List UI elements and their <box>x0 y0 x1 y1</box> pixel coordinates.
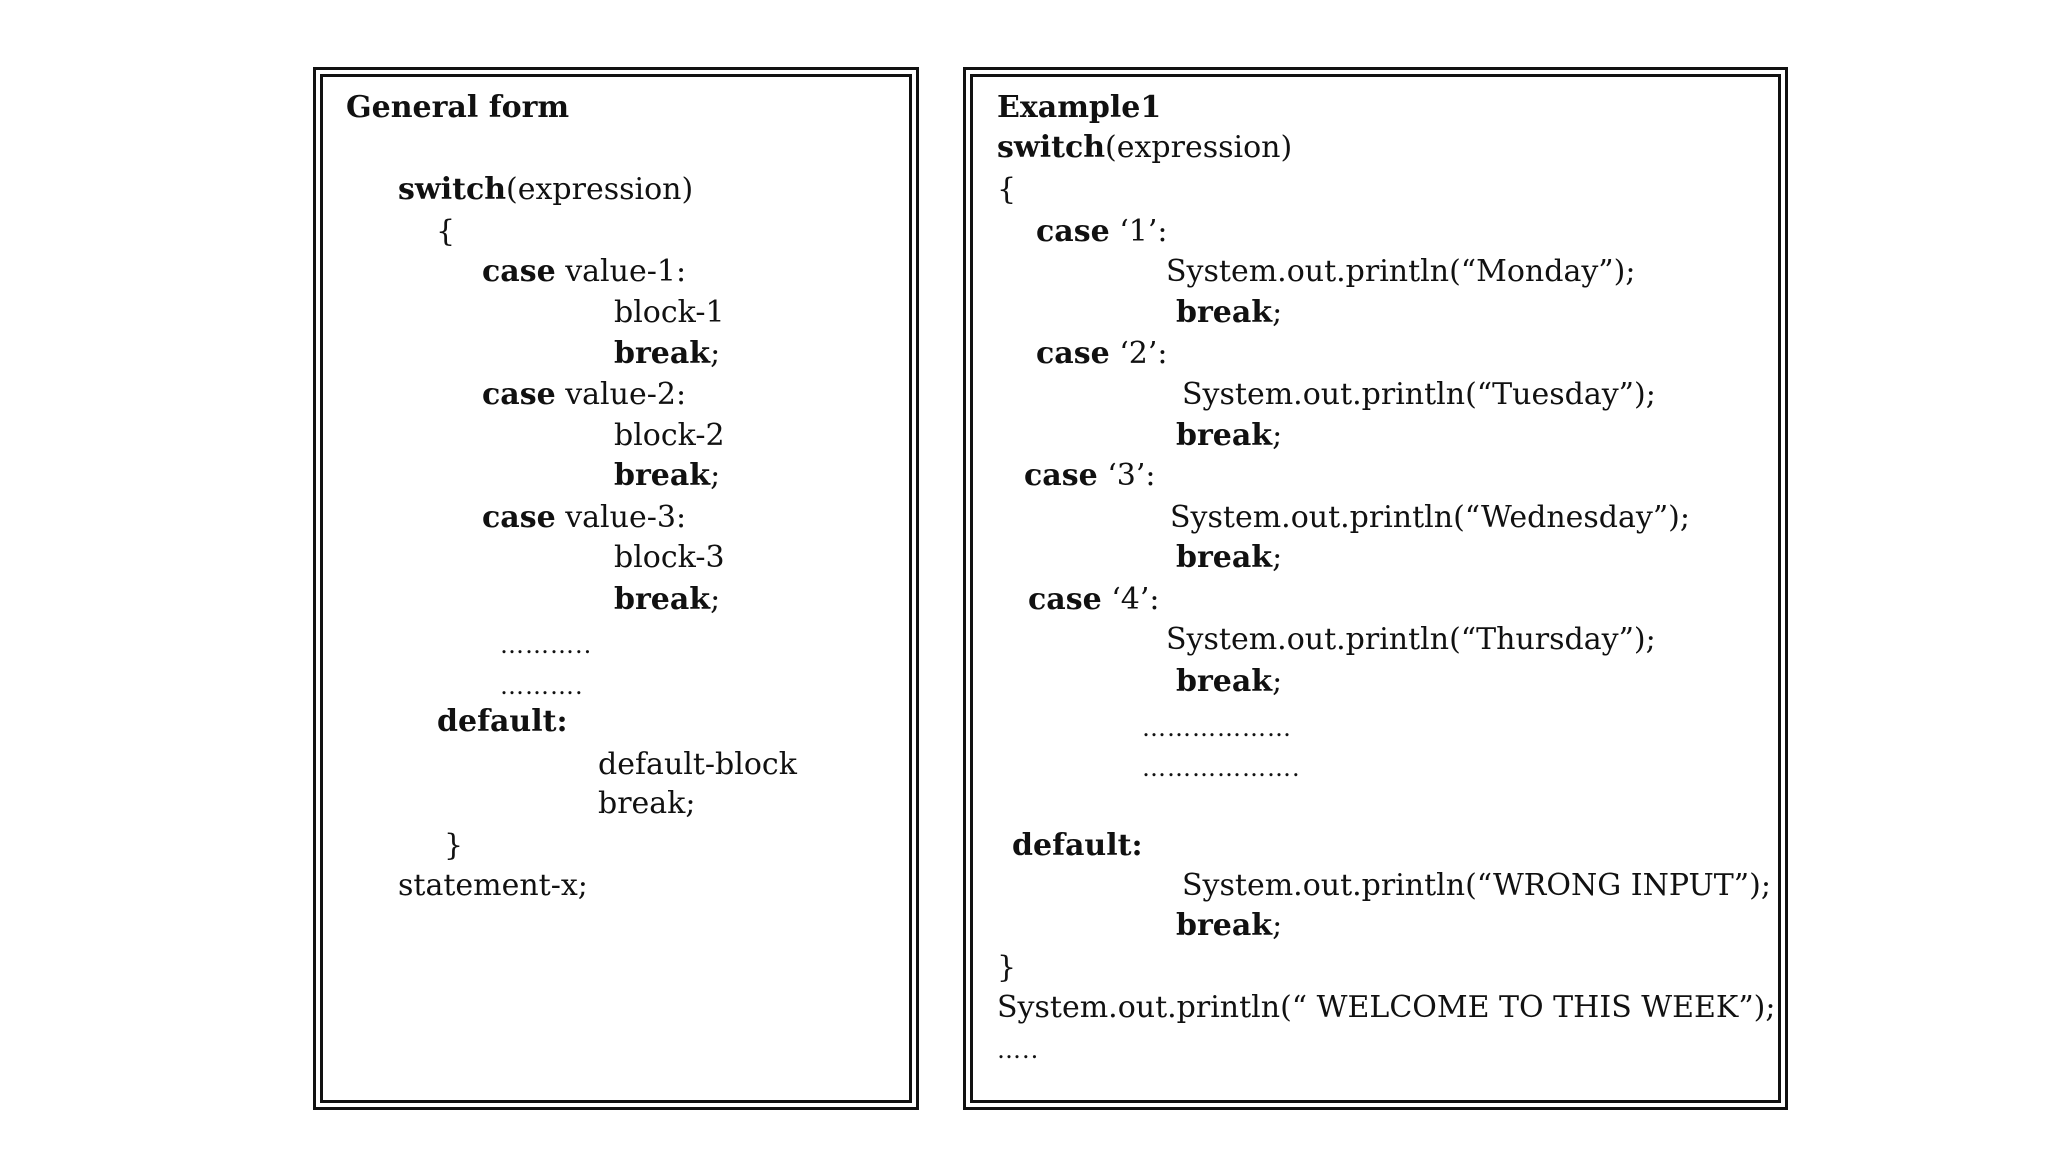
case-value: value-3: <box>555 500 687 535</box>
example-trailing-dots: ….. <box>997 1036 1040 1064</box>
example-ellipsis-2: ………………. <box>1142 754 1301 782</box>
example-case-1 <box>1036 212 1168 252</box>
case-line-3 <box>482 498 686 538</box>
switch-expression: (expression) <box>1105 130 1293 165</box>
close-brace: } <box>444 828 464 863</box>
example-case-2 <box>1036 334 1168 374</box>
break-semicolon: ; <box>1272 295 1283 330</box>
example-case-3 <box>1024 456 1156 496</box>
println-wrong-input: System.out.println(“WRONG INPUT”); <box>1182 868 1771 903</box>
example-default-label: default: <box>1012 828 1143 863</box>
example-heading: Example1 <box>997 90 1162 125</box>
break-keyword: break <box>1176 908 1273 943</box>
default-block: default-block <box>598 747 797 782</box>
switch-expression: (expression) <box>506 172 694 207</box>
case-keyword: case <box>482 500 556 535</box>
example-break-2 <box>1176 416 1282 456</box>
example-break-4 <box>1176 662 1282 702</box>
break-keyword: break <box>1176 540 1273 575</box>
statement-x: statement-x; <box>398 868 588 903</box>
break-semicolon: ; <box>710 458 721 493</box>
ellipsis-1: ……….. <box>500 631 593 659</box>
println-welcome: System.out.println(“ WELCOME TO THIS WEEK”); <box>997 990 1776 1025</box>
break-line-1 <box>614 334 720 374</box>
case-value: value-2: <box>555 377 687 412</box>
example-case-4 <box>1028 580 1160 620</box>
case-keyword: case <box>482 377 556 412</box>
open-brace: { <box>436 214 456 249</box>
break-semicolon: ; <box>710 336 721 371</box>
switch-keyword: switch <box>398 172 507 207</box>
break-semicolon: ; <box>1272 664 1283 699</box>
general-form-heading: General form <box>346 90 570 125</box>
case-value: ‘4’: <box>1101 582 1160 617</box>
println-wednesday: System.out.println(“Wednesday”); <box>1170 500 1690 535</box>
default-break: break; <box>598 786 696 821</box>
break-semicolon: ; <box>710 582 721 617</box>
block-2: block-2 <box>614 418 725 453</box>
break-semicolon: ; <box>1272 540 1283 575</box>
case-line-1 <box>482 252 686 292</box>
case-value: value-1: <box>555 254 687 289</box>
break-keyword: break <box>614 336 711 371</box>
break-keyword: break <box>614 458 711 493</box>
break-semicolon: ; <box>1272 418 1283 453</box>
case-value: ‘2’: <box>1109 336 1168 371</box>
break-keyword: break <box>614 582 711 617</box>
case-keyword: case <box>1024 458 1098 493</box>
example-break-1 <box>1176 293 1282 333</box>
block-1: block-1 <box>614 295 725 330</box>
switch-keyword: switch <box>997 130 1106 165</box>
example-break-5 <box>1176 906 1282 946</box>
case-keyword: case <box>1036 336 1110 371</box>
example-close-brace: } <box>997 950 1017 985</box>
break-line-2 <box>614 456 720 496</box>
break-line-3 <box>614 580 720 620</box>
break-keyword: break <box>1176 664 1273 699</box>
case-value: ‘1’: <box>1109 214 1168 249</box>
case-keyword: case <box>482 254 556 289</box>
break-keyword: break <box>1176 295 1273 330</box>
example-break-3 <box>1176 538 1282 578</box>
println-thursday: System.out.println(“Thursday”); <box>1166 622 1656 657</box>
break-keyword: break <box>1176 418 1273 453</box>
case-value: ‘3’: <box>1097 458 1156 493</box>
block-3: block-3 <box>614 540 725 575</box>
println-tuesday: System.out.println(“Tuesday”); <box>1182 377 1656 412</box>
example-switch-line <box>997 128 1292 168</box>
default-label: default: <box>437 704 568 739</box>
example-ellipsis-1: ……………… <box>1142 714 1292 742</box>
break-semicolon: ; <box>1272 908 1283 943</box>
println-monday: System.out.println(“Monday”); <box>1166 254 1636 289</box>
case-keyword: case <box>1028 582 1102 617</box>
ellipsis-2: ………. <box>500 672 584 700</box>
case-keyword: case <box>1036 214 1110 249</box>
example-open-brace: { <box>997 172 1017 207</box>
switch-line <box>398 170 693 210</box>
case-line-2 <box>482 375 686 415</box>
